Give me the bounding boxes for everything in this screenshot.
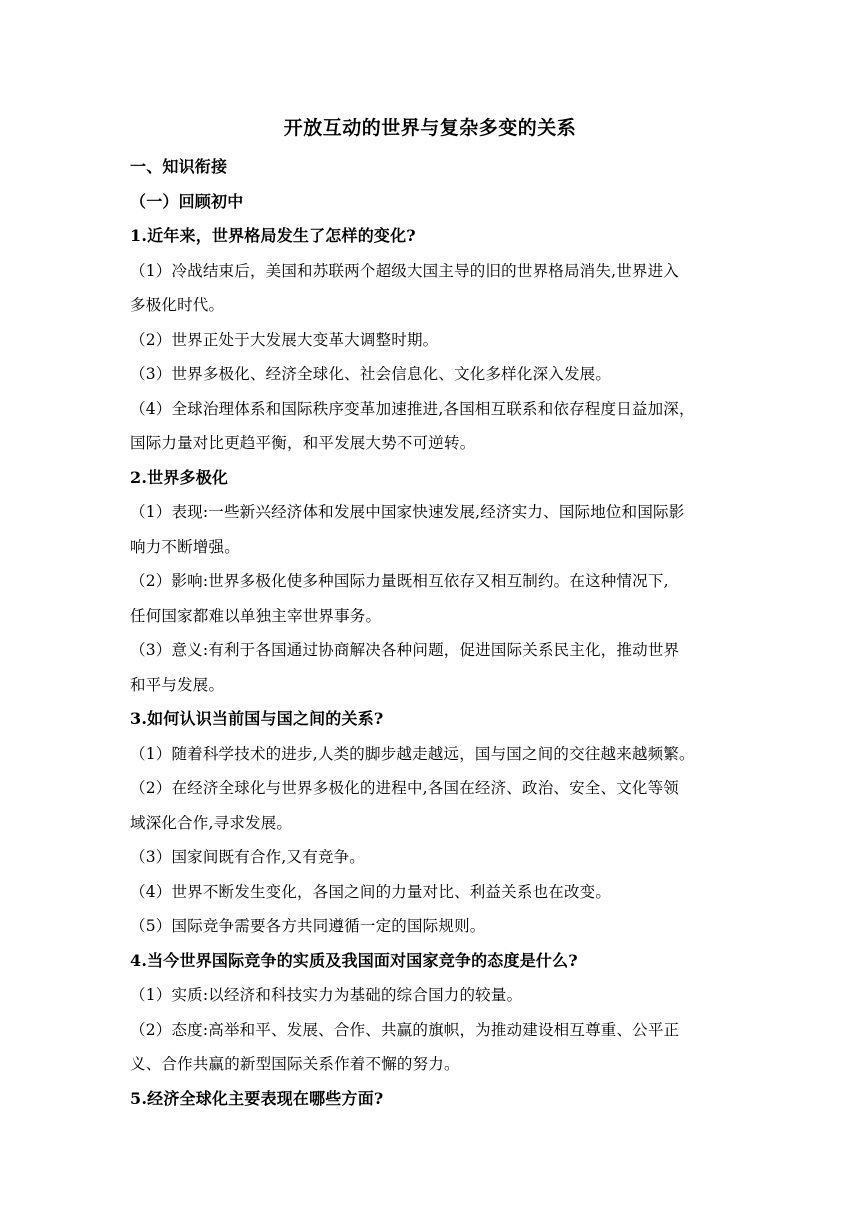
question-3-point-5: （5）国际竞争需要各方共同遵循一定的国际规则。 xyxy=(130,917,486,935)
question-1-point-1 xyxy=(130,254,742,323)
question-2-heading: 2.世界多极化 xyxy=(130,467,229,487)
question-4-point-2 xyxy=(130,1013,742,1082)
question-1-point-3: （3）世界多极化、经济全球化、社会信息化、文化多样化深入发展。 xyxy=(130,365,612,383)
text-line: 域深化合作,寻求发展。 xyxy=(130,813,293,832)
text-line: 和平与发展。 xyxy=(130,675,225,694)
question-4-point-1: （1）实质:以经济和科技实力为基础的综合国力的较量。 xyxy=(130,986,523,1004)
text-line: 任何国家都难以单独主宰世界事务。 xyxy=(130,606,382,625)
question-2-point-1 xyxy=(130,495,742,564)
text-line: （2）在经济全球化与世界多极化的进程中,各国在经济、政治、安全、文化等领 xyxy=(130,779,679,797)
text-line: （1）表现:一些新兴经济体和发展中国家快速发展,经济实力、国际地位和国际影 xyxy=(130,503,685,521)
question-4-heading: 4.当今世界国际竞争的实质及我国面对国家竞争的态度是什么? xyxy=(130,950,578,970)
question-5-heading: 5.经济全球化主要表现在哪些方面? xyxy=(130,1088,384,1108)
text-line: （2）态度:高举和平、发展、合作、共赢的旗帜，为推动建设相互尊重、公平正 xyxy=(130,1020,680,1039)
text-line: （2）影响:世界多极化使多种国际力量既相互依存又相互制约。在这种情况下, xyxy=(130,572,669,590)
text-line: 义、合作共赢的新型国际关系作着不懈的努力。 xyxy=(130,1055,460,1073)
question-3-point-1: （1）随着科学技术的进步,人类的脚步越走越远，国与国之间的交往越来越频繁。 xyxy=(130,744,695,763)
question-2-point-3 xyxy=(130,633,742,702)
text-line: 响力不断增强。 xyxy=(130,537,240,556)
question-3-point-4: （4）世界不断发生变化，各国之间的力量对比、利益关系也在改变。 xyxy=(130,882,612,901)
text-line: 多极化时代。 xyxy=(130,296,225,314)
question-2-point-2 xyxy=(130,564,742,633)
question-3-heading: 3.如何认识当前国与国之间的关系? xyxy=(130,709,384,728)
document-title: 开放互动的世界与复杂多变的关系 xyxy=(283,117,577,139)
text-line: 国际力量对比更趋平衡，和平发展大势不可逆转。 xyxy=(130,434,476,452)
question-1-point-2: （2）世界正处于大发展大变革大调整时期。 xyxy=(130,330,439,349)
question-3-point-2 xyxy=(130,771,742,840)
document-body xyxy=(130,150,742,1116)
text-line: （3）意义:有利于各国通过协商解决各种问题，促进国际关系民主化，推动世界 xyxy=(130,641,680,659)
text-line: （1）冷战结束后，美国和苏联两个超级大国主导的旧的世界格局消失,世界进入 xyxy=(130,261,679,280)
question-1-heading: 1.近年来，世界格局发生了怎样的变化? xyxy=(130,226,416,245)
subsection-heading: （一）回顾初中 xyxy=(130,191,244,211)
section-heading: 一、知识衔接 xyxy=(130,157,228,176)
question-3-point-3: （3）国家间既有合作,又有竞争。 xyxy=(130,848,365,866)
question-1-point-4 xyxy=(130,392,742,461)
text-line: （4）全球治理体系和国际秩序变革加速推进,各国相互联系和依存程度日益加深， xyxy=(130,399,695,418)
